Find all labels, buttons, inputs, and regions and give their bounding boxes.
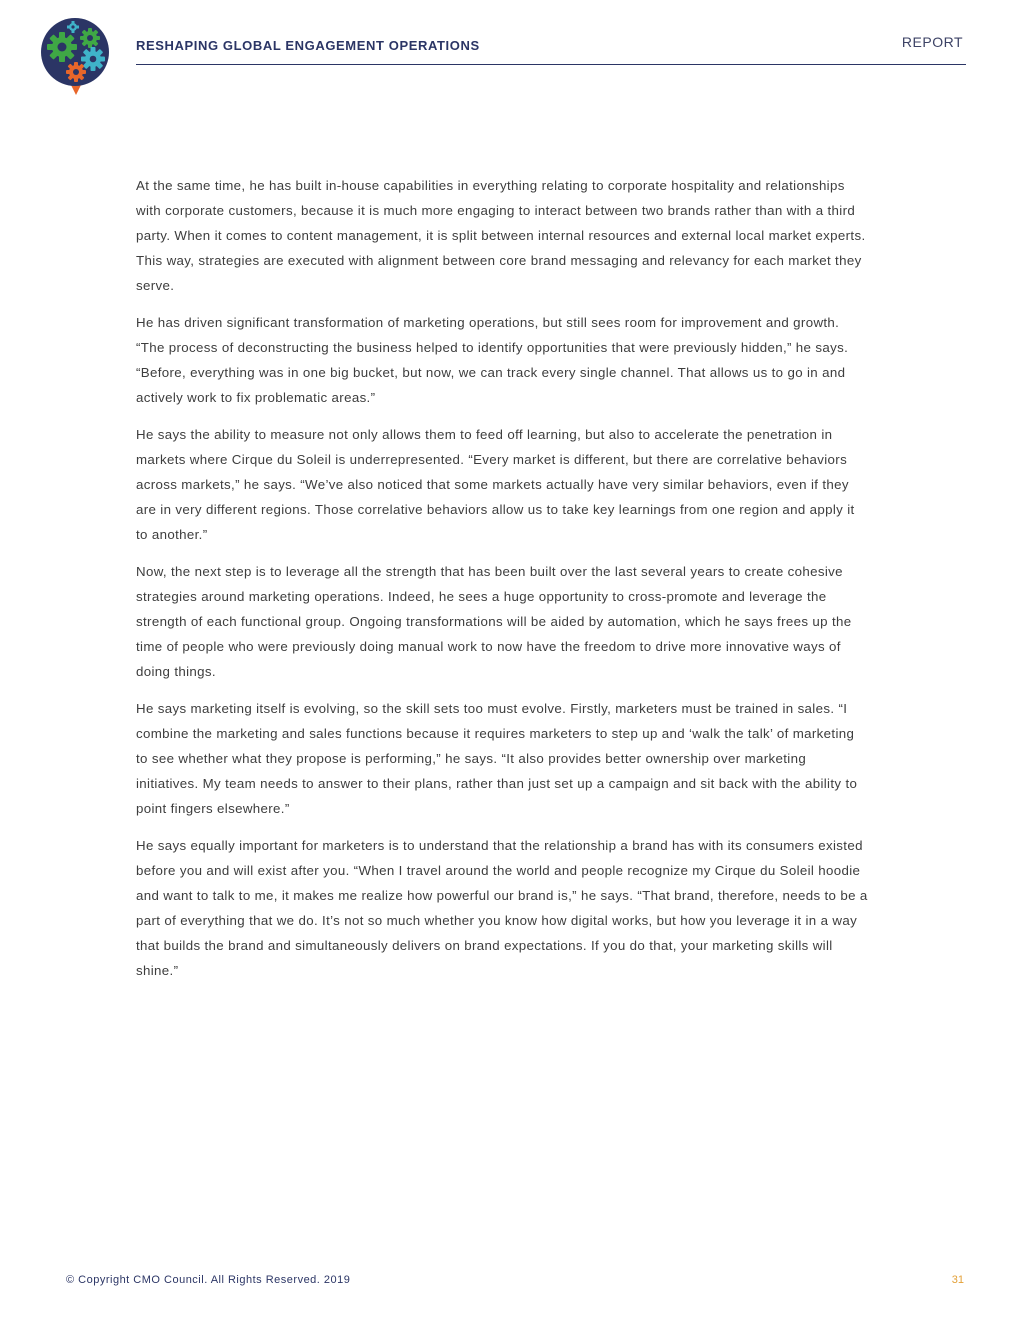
article-body	[136, 173, 868, 995]
paragraph: He says the ability to measure not only allows them to feed off learning, but also to accelerate the penetration in markets where Cirque du Soleil is underrepresented. “Every market is different, but there are correlative behaviors across markets,” he says. “We’ve also noticed that some markets actually have very similar behaviors, even if they are in very different regions. Those correlative behaviors allow us to take key learnings from one region and apply it to another.”	[136, 427, 855, 542]
paragraph: He has driven significant transformation of marketing operations, but still sees room for improvement and growth. “The process of deconstructing the business helped to identify opportunities that were previously hidden,” he says. “Before, everything was in one big bucket, but now, we can track every single channel. That allows us to go in and actively work to fix problematic areas.”	[136, 315, 849, 405]
page-number: 31	[951, 1274, 964, 1286]
gears-logo-icon	[39, 17, 113, 97]
report-title: RESHAPING GLOBAL ENGAGEMENT OPERATIONS	[136, 38, 480, 53]
report-label: REPORT	[901, 34, 963, 50]
paragraph: He says equally important for marketers is to understand that the relationship a brand has with its consumers existed before you and will exist after you. “When I travel around the world and people recognize my Cirque du Soleil hoodie and want to talk to me, it makes me realize how powerful our brand is,” he says. “That brand, therefore, needs to be a part of everything that we do. It’s not so much whether you know how digital works, but how you leverage it in a way that builds the brand and simultaneously delivers on brand expectations. If you do that, your marketing skills will shine.”	[136, 838, 868, 978]
header-divider	[136, 64, 966, 65]
copyright-notice: © Copyright CMO Council. All Rights Reserved. 2019	[66, 1274, 351, 1286]
paragraph: He says marketing itself is evolving, so the skill sets too must evolve. Firstly, marketers must be trained in sales. “I combine the marketing and sales functions because it requires marketers to step up and ‘walk the talk’ of marketing to see whether what they propose is performing,” he says. “It also provides better ownership over marketing initiatives. My team needs to answer to their plans, rather than just set up a campaign and sit back with the ability to point fingers elsewhere.”	[136, 701, 858, 816]
paragraph: At the same time, he has built in-house capabilities in everything relating to corporate hospitality and relationships with corporate customers, because it is much more engaging to interact between two brands rather than with a third party. When it comes to content management, it is split between internal resources and external local market experts. This way, strategies are executed with alignment between core brand messaging and relevancy for each market they serve.	[136, 178, 866, 293]
paragraph: Now, the next step is to leverage all the strength that has been built over the last several years to create cohesive strategies around marketing operations. Indeed, he sees a huge opportunity to cross-promote and leverage the strength of each functional group. Ongoing transformations will be aided by automation, which he says frees up the time of people who were previously doing manual work to now have the freedom to drive more innovative ways of doing things.	[136, 564, 852, 679]
